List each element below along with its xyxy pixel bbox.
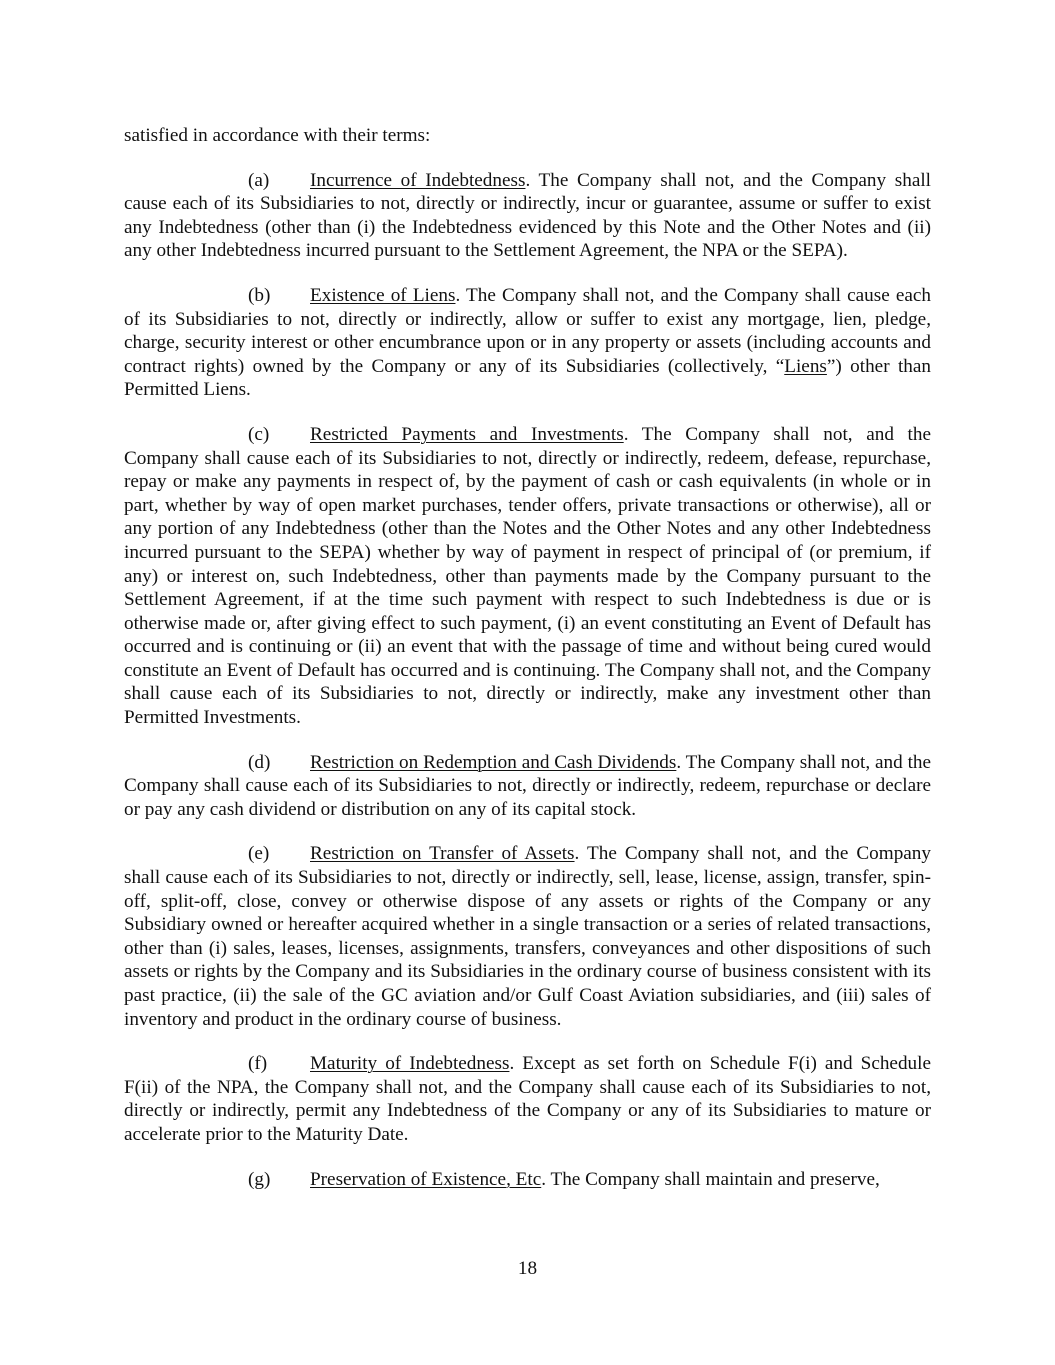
section-heading: Incurrence of Indebtedness — [310, 169, 526, 191]
section-f — [124, 1052, 931, 1146]
section-label: (c) — [248, 423, 270, 445]
section-body: . The Company shall not, and the Company shall cause each of its Subsidiaries to not, directly or indirectly, sell, lease, license, assign, transfer, spin-off, split-off, close, convey or otherwise dispose of any assets or rights of the Company or any Subsidiary owned or hereafter acquired whether in a single transaction or a series of related transactions, other than (i) sales, leases, licenses, assignments, transfers, conveyances and other dispositions of such assets or rights by the Company and its Subsidiaries in the ordinary course of business consistent with its past practice, (ii) the sale of the GC aviation and/or Gulf Coast Aviation subsidiaries, and (iii) sales of inventory and product in the ordinary course of business. — [124, 843, 931, 1030]
section-c — [124, 423, 931, 730]
section-label: (g) — [248, 1168, 271, 1190]
section-b — [124, 284, 931, 402]
section-heading: Restriction on Redemption and Cash Dividends — [310, 751, 677, 773]
section-heading: Restriction on Transfer of Assets — [310, 843, 575, 865]
section-heading: Preservation of Existence, Etc — [310, 1168, 542, 1190]
section-label: (f) — [248, 1053, 268, 1075]
section-heading: Existence of Liens — [310, 284, 456, 306]
page-number: 18 — [517, 1258, 538, 1279]
document-page — [124, 124, 931, 1191]
section-label: (e) — [248, 843, 270, 865]
section-e — [124, 842, 931, 1031]
section-heading: Maturity of Indebtedness — [310, 1053, 510, 1075]
section-body: . The Company shall not, and the Company shall cause each of its Subsidiaries to not, directly or indirectly, redeem, repurchase or declare or pay any cash dividend or distribution on any of its capital stock. — [124, 751, 932, 820]
section-label: (b) — [248, 284, 271, 306]
section-body-end: ”) other than Permitted Liens. — [124, 355, 931, 401]
section-body: . Except as set forth on Schedule F(i) and Schedule F(ii) of the NPA, the Company shall not, and the Company shall cause each of its Subsidiaries to not, directly or indirectly, permit any Indebtedness of the Company or any of its Subsidiaries to mature or accelerate prior to the Maturity Date. — [124, 1053, 931, 1145]
section-a — [124, 169, 931, 263]
section-body: . The Company shall not, and the Company shall cause each of its Subsidiaries to not, directly or indirectly, incur or guarantee, assume or suffer to exist any Indebtedness (other than (i) the Indebtedness evidenced by this Note and the Other Notes and (ii) any other Indebtedness incurred pursuant to the Settlement Agreement, the NPA or the SEPA). — [124, 169, 931, 262]
section-body: . The Company shall not, and the Company shall cause each of its Subsidiaries to not, directly or indirectly, redeem, defease, repurchase, repay or make any payments in respect of, by the payment of cash or cash equivalents (in whole or in part, whether by way of open market purchases, tender offers, private transactions or otherwise), all or any portion of any Indebtedness (other than the Notes and the Other Notes and any other Indebtedness incurred pursuant to the SEPA) whether by way of payment in respect of principal of (or premium, if any) or interest on, such Indebtedness, other than payments made by the Company pursuant to the Settlement Agreement, if at the time such payment with respect to such Indebtedness is due or is otherwise made or, after giving effect to such payment, (i) an event constituting an Event of Default has occurred and is continuing or (ii) an event that with the passage of time and without being cured would constitute an Event of Default has occurred and is continuing. The Company shall not, and the Company shall cause each of its Subsidiaries to not, directly or indirectly, make any investment other than Permitted Investments. — [124, 423, 931, 729]
section-g — [124, 1168, 931, 1192]
section-d — [124, 751, 931, 822]
defined-term: Liens — [784, 355, 827, 377]
intro-line: satisfied in accordance with their terms: — [124, 125, 431, 146]
section-body: . The Company shall maintain and preserve, — [541, 1168, 880, 1190]
section-body: . The Company shall not, and the Company shall cause each of its Subsidiaries to not, directly or indirectly, allow or suffer to exist any mortgage, lien, pledge, charge, security interest or other encumbrance upon or in any property or assets (including accounts and contract rights) owned by the Company or any of its Subsidiaries (collectively, “ — [124, 284, 931, 377]
section-label: (a) — [248, 169, 270, 191]
section-heading: Restricted Payments and Investments — [310, 423, 624, 445]
section-label: (d) — [248, 751, 271, 773]
